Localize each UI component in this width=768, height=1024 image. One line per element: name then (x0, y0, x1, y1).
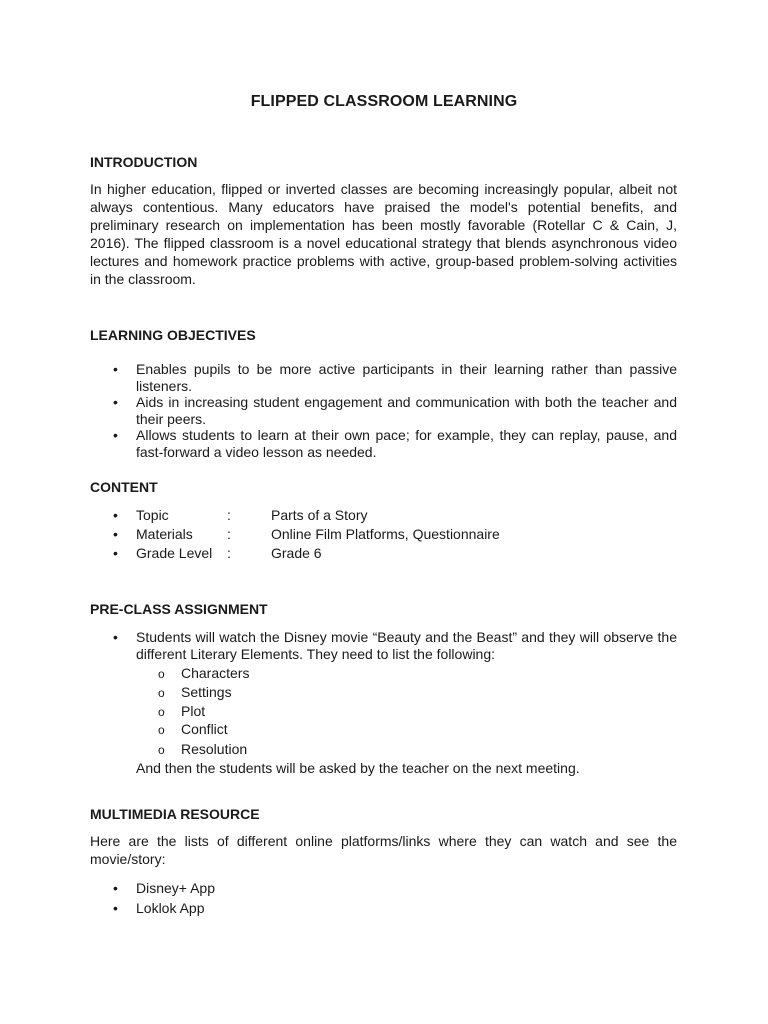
bullet-icon: • (113, 880, 118, 896)
multimedia-item: • Disney+ App (90, 879, 677, 899)
multimedia-paragraph: Here are the lists of different online platforms/links where they can watch and see the movie/story: (90, 833, 677, 867)
content-separator: : (227, 545, 231, 561)
content-heading: CONTENT (90, 479, 158, 495)
objective-item: • Enables pupils to be more active participants in their learning rather than passive listeners. (113, 361, 677, 394)
bullet-icon: • (113, 526, 118, 542)
multimedia-heading: MULTIMEDIA RESOURCE (90, 806, 260, 822)
introduction-heading: INTRODUCTION (90, 154, 198, 170)
content-value: Grade 6 (271, 545, 322, 561)
content-label: Grade Level (136, 545, 213, 561)
content-row-topic (90, 506, 677, 525)
content-label: Topic (136, 507, 169, 523)
objectives-heading: LEARNING OBJECTIVES (90, 327, 256, 343)
circle-bullet-icon: o (158, 686, 165, 700)
introduction-paragraph: In higher education, flipped or inverted classes are becoming increasingly popular, albeit not always contentious. Many educators have praised the model's potential benefits, and preliminary research on implementation has been mostly favorable (Rotellar C & Cain, J, 2016). The flipped classroom is a novel educational strategy that blends asynchronous video lectures and homework practice problems with active, group-based problem-solving activities in the classroom. (90, 181, 677, 287)
content-separator: : (227, 526, 231, 542)
objective-item: • Allows students to learn at their own pace; for example, they can replay, pause, and fast-forward a video lesson as needed. (113, 427, 677, 460)
multimedia-item: • Loklok App (90, 899, 677, 919)
preclass-item: • Students will watch the Disney movie “Beauty and the Beast” and they will observe the different Literary Elements. They need to list the following: (113, 629, 677, 662)
bullet-icon: • (113, 394, 118, 410)
bullet-icon: • (113, 899, 118, 916)
bullet-icon: • (113, 545, 118, 561)
content-row-materials (90, 525, 677, 544)
content-value: Parts of a Story (271, 507, 368, 523)
content-row-grade-level (90, 544, 677, 563)
circle-bullet-icon: o (158, 743, 165, 757)
bullet-icon: • (113, 361, 118, 377)
bullet-icon: • (113, 629, 118, 645)
preclass-heading: PRE-CLASS ASSIGNMENT (90, 601, 268, 617)
bullet-icon: • (113, 507, 118, 523)
document-title: FLIPPED CLASSROOM LEARNING (250, 93, 518, 110)
preclass-followup: And then the students will be asked by the teacher on the next meeting. (136, 760, 580, 776)
objectives-list (90, 361, 677, 460)
circle-bullet-icon: o (158, 667, 165, 681)
document-page: FLIPPED CLASSROOM LEARNING INTRODUCTION In higher education, flipped or inverted classes are becoming increasingly popular, albeit not always contentious. Many educators have praised the model's potential benefits, and preliminary research on implementation has been mostly favorable (Rotellar C & Cain, J, 2016). The flipped classroom is a novel educational strategy that blends asynchronous video lectures and homework practice problems with active, group-based problem-solving activities in the classroom. LEARNING OBJECTIVES • Enables pupils to be more active participants in their learning rather than passive listeners. • Aids in increasing student engagement and communication with both the teacher and their peers. • Allows students to learn at their own pace; for example, they can replay, pause, and fast-forward a video lesson as needed. CONTENT • Topic : Parts of a Story • Materials : Online Film Platforms, Questionnaire • Grade Level : Grade 6 PRE-CLASS ASSIGNMENT • Students will watch the Disney movie “Beauty and the Beast” and they will observe the different Literary Elements. They need to list the following: o Characters o Settings o Plot o Conflict o Resolution And then the students will be asked by the teacher on the next meeting. MULTIMEDIA RESOURCE Here are the lists of different online platforms/links where they can watch and see the movie/story: • Disney+ App • Loklok App (0, 0, 768, 1024)
circle-bullet-icon: o (158, 723, 165, 737)
multimedia-list (90, 879, 677, 918)
objective-item: • Aids in increasing student engagement and communication with both the teacher and their peers. (113, 394, 677, 427)
content-value: Online Film Platforms, Questionnaire (271, 526, 500, 542)
preclass-list (90, 629, 677, 662)
content-separator: : (227, 507, 231, 523)
bullet-icon: • (113, 427, 118, 443)
content-label: Materials (136, 526, 193, 542)
circle-bullet-icon: o (158, 705, 165, 719)
